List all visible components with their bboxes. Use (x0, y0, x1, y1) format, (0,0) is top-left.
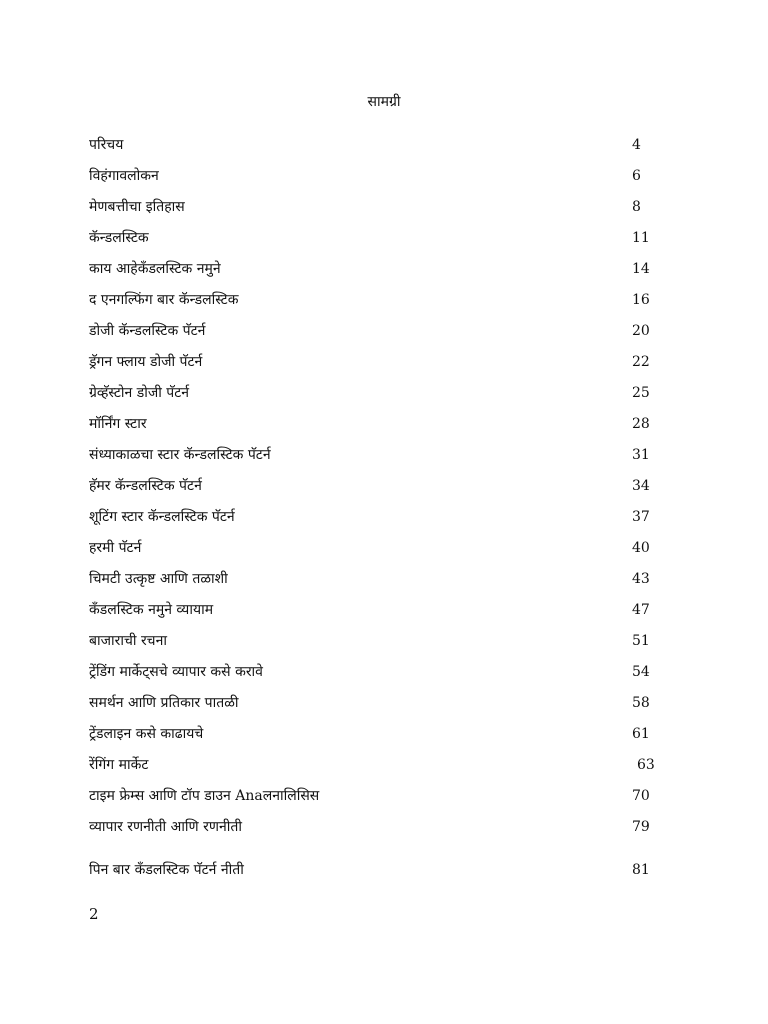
toc-entry (89, 859, 669, 890)
toc-entry-page: 81 (632, 862, 650, 878)
toc-entry-page: 61 (632, 726, 650, 742)
toc-entry-page: 54 (632, 664, 650, 680)
toc-entry-title: समर्थन आणि प्रतिकार पातळी (89, 695, 239, 711)
toc-entry (89, 134, 669, 165)
toc-entry (89, 630, 669, 661)
toc-entry-title: परिचय (89, 137, 124, 153)
toc-entry-title: काय आहेकँडलस्टिक नमुने (89, 261, 221, 277)
toc-entry (89, 816, 669, 847)
toc-entry-title: ड्रॅगन फ्लाय डोजी पॅटर्न (89, 354, 203, 370)
toc-entry-page: 31 (632, 447, 650, 463)
toc-entry (89, 785, 669, 816)
toc-entry (89, 227, 669, 258)
toc-entry-page: 16 (632, 292, 650, 308)
toc-entry (89, 258, 669, 289)
toc-entry-page: 43 (632, 571, 650, 587)
toc-entry-title: डोजी कॅन्डलस्टिक पॅटर्न (89, 323, 206, 339)
toc-entry-title: हरमी पॅटर्न (89, 540, 142, 556)
toc-entry-page: 4 (632, 137, 641, 153)
toc-entry-page: 37 (632, 509, 650, 525)
toc-entry (89, 537, 669, 568)
toc-entry (89, 661, 669, 692)
page-title: सामग्री (367, 94, 401, 110)
toc-entry-page: 8 (632, 199, 641, 215)
toc-entry-title: मॉर्निंग स्टार (89, 416, 147, 432)
toc-entry (89, 692, 669, 723)
toc-entry (89, 599, 669, 630)
toc-entry-title: मेणबत्तीचा इतिहास (89, 199, 185, 215)
toc-entry-title: कँडलस्टिक नमुने व्यायाम (89, 602, 214, 618)
toc-entry-title: चिमटी उत्कृष्ट आणि तळाशी (89, 571, 228, 587)
toc-entry-title: हॅमर कॅन्डलस्टिक पॅटर्न (89, 478, 202, 494)
toc-entry-title: रेंगिंग मार्केट (89, 757, 149, 773)
toc-entry-title: विहंगावलोकन (89, 168, 159, 184)
table-of-contents (89, 134, 669, 890)
toc-entry (89, 320, 669, 351)
toc-entry (89, 754, 669, 785)
toc-entry-page: 6 (632, 168, 641, 184)
toc-entry-page: 25 (632, 385, 650, 401)
toc-entry-page: 14 (632, 261, 650, 277)
toc-entry-page: 51 (632, 633, 650, 649)
toc-entry-page: 40 (632, 540, 650, 556)
toc-entry-title: बाजाराची रचना (89, 633, 167, 649)
toc-entry-page: 79 (632, 819, 650, 835)
toc-entry-title: कॅन्डलस्टिक (89, 230, 149, 246)
toc-entry-title: शूटिंग स्टार कॅन्डलस्टिक पॅटर्न (89, 509, 235, 525)
toc-entry (89, 413, 669, 444)
toc-entry (89, 289, 669, 320)
toc-entry-page: 34 (632, 478, 650, 494)
toc-entry-title: द एनगल्फिंग बार कॅन्डलस्टिक (89, 292, 239, 308)
toc-entry-title: ग्रेव्हॅस्टोन डोजी पॅटर्न (89, 385, 190, 401)
toc-entry (89, 351, 669, 382)
toc-entry (89, 196, 669, 227)
toc-entry (89, 475, 669, 506)
toc-entry-page: 47 (632, 602, 650, 618)
page-number: 2 (89, 905, 99, 923)
toc-entry-title: ट्रेंडलाइन कसे काढायचे (89, 726, 204, 742)
toc-entry (89, 382, 669, 413)
toc-entry-page: 20 (632, 323, 650, 339)
toc-entry (89, 506, 669, 537)
toc-entry (89, 444, 669, 475)
toc-entry-title: व्यापार रणनीती आणि रणनीती (89, 819, 242, 835)
toc-entry-title: टाइम फ्रेम्स आणि टॉप डाउन Anaलनालिसिस (89, 788, 320, 804)
toc-entry-page: 70 (632, 788, 650, 804)
toc-entry-page: 28 (632, 416, 650, 432)
toc-entry-title: पिन बार कँडलस्टिक पॅटर्न नीती (89, 862, 244, 878)
toc-entry-page: 63 (637, 757, 655, 773)
toc-entry-title: ट्रेंडिंग मार्केट्सचे व्यापार कसे करावे (89, 664, 263, 680)
toc-entry-page: 11 (632, 230, 650, 246)
toc-entry-title: संध्याकाळचा स्टार कॅन्डलस्टिक पॅटर्न (89, 447, 271, 463)
toc-entry (89, 165, 669, 196)
toc-entry-page: 22 (632, 354, 650, 370)
toc-entry (89, 568, 669, 599)
toc-entry-page: 58 (632, 695, 650, 711)
toc-entry (89, 723, 669, 754)
